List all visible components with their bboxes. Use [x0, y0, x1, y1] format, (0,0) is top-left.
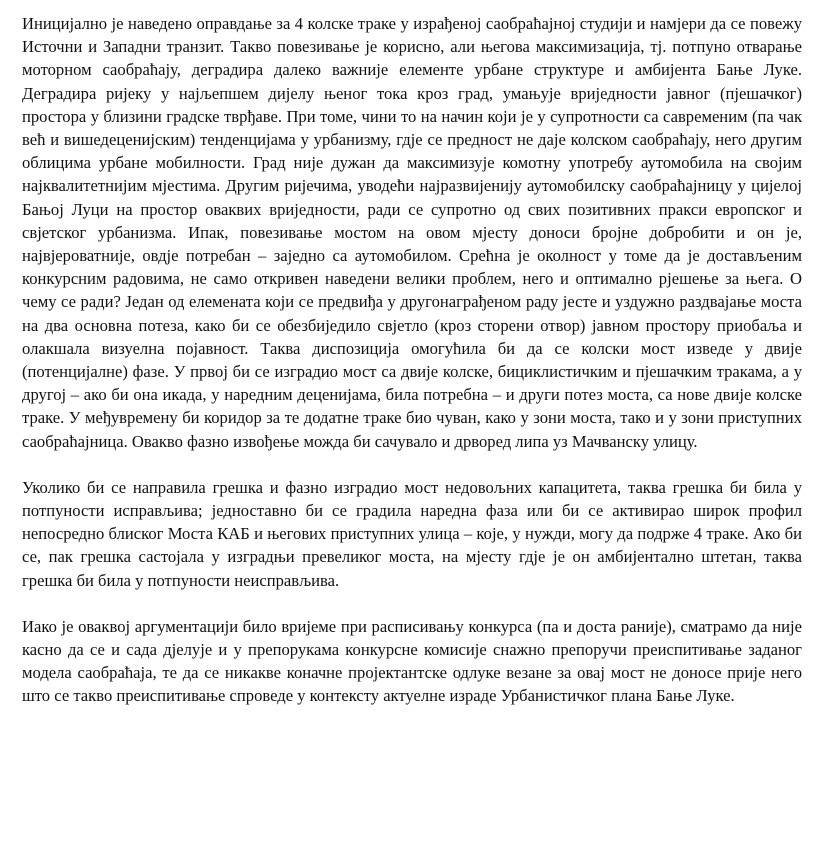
- paragraph-1: Иницијално је наведено оправдање за 4 колске траке у израђеној саобраћајној студији и намјери да се повежу Источни и Западни транзит. Такво повезивање је корисно, али његова максимизација, тј. потпуно отварање моторном саобраћају, деградира далеко важније елементе урбане структуре и амбијента Бање Луке. Деградира ријеку у најљепшем дијелу њеног тока кроз град, умањује вриједности јавног (пјешачког) простора у близини градске тврђаве. При томе, чини то на начин који је у супротности са савременим (па чак већ и вишедеценијским) тенденцијама у урбанизму, гдје се предност не даје колском саобраћају, него другим облицима урбане мобилности. Град није дужан да максимизује комотну употребу аутомобила на својим најквалитетнијим мјестима. Другим ријечима, уводећи најразвијенију аутомобилску саобраћајницу у цијелој Бањој Луци на простор оваквих вриједности, ради се супротно од свих позитивних пракси европског и свјетског урбанизма. Ипак, повезивање мостом на овом мјесту доноси бројне добробити и он је, највјероватније, овдје потребан – заједно са аутомобилом. Срећна је околност у томе да је достављеним конкурсним радовима, не само откривен наведени велики проблем, него и оптимално рјешење за њега. О чему се ради? Један од елемената који се предвиђа у другонаграђеном раду јесте и уздужно раздвајање моста на два основна потеза, како би се обезбиједило свјетло (кроз сторени отвор) јавном простору приобаља и олакшала визуелна појавност. Таква диспозиција омогућила би да се колски мост изведе у двије (потенцијалне) фазе. У првој би се изградио мост са двије колске, бициклистичким и пјешачким тракама, а у другој – ако би она икада, у наредним деценијама, била потребна – и други потез моста, са нове двије колске траке. У међувремену би коридор за те додатне траке био чуван, како у зони моста, тако и у зони приступних саобраћајница. Овакво фазно извођење можда би сачувало и дрворед липа уз Мачванску улицу.: [22, 14, 802, 451]
- paragraph-2: Уколико би се направила грешка и фазно изградио мост недовољних капацитета, таква грешка би била у потпуности исправљива; једноставно би се градила наредна фаза или би се активирао широк профил непосредно блиског Моста КАБ и његових приступних улица – које, у нужди, могу да подрже 4 траке. Ако би се, пак грешка састојала у изградњи превеликог моста, на мјесту гдје је он амбијентално штетан, таква грешка би била у потпуности неисправљива.: [22, 477, 802, 590]
- paragraph-3: Иако је оваквој аргументацији било вријеме при расписивању конкурса (па и доста раније), сматрамо да није касно да се и сада дјелује и у препорукама конкурсне комисије снажно препоручи преиспитивање заданог модела саобраћаја, те да се никакве коначне пројектантске одлуке везане за овај мост не доносе прије него што се такво преиспитивање спроведе у контексту актуелне израде Урбанистичког плана Бање Луке.: [22, 616, 802, 706]
